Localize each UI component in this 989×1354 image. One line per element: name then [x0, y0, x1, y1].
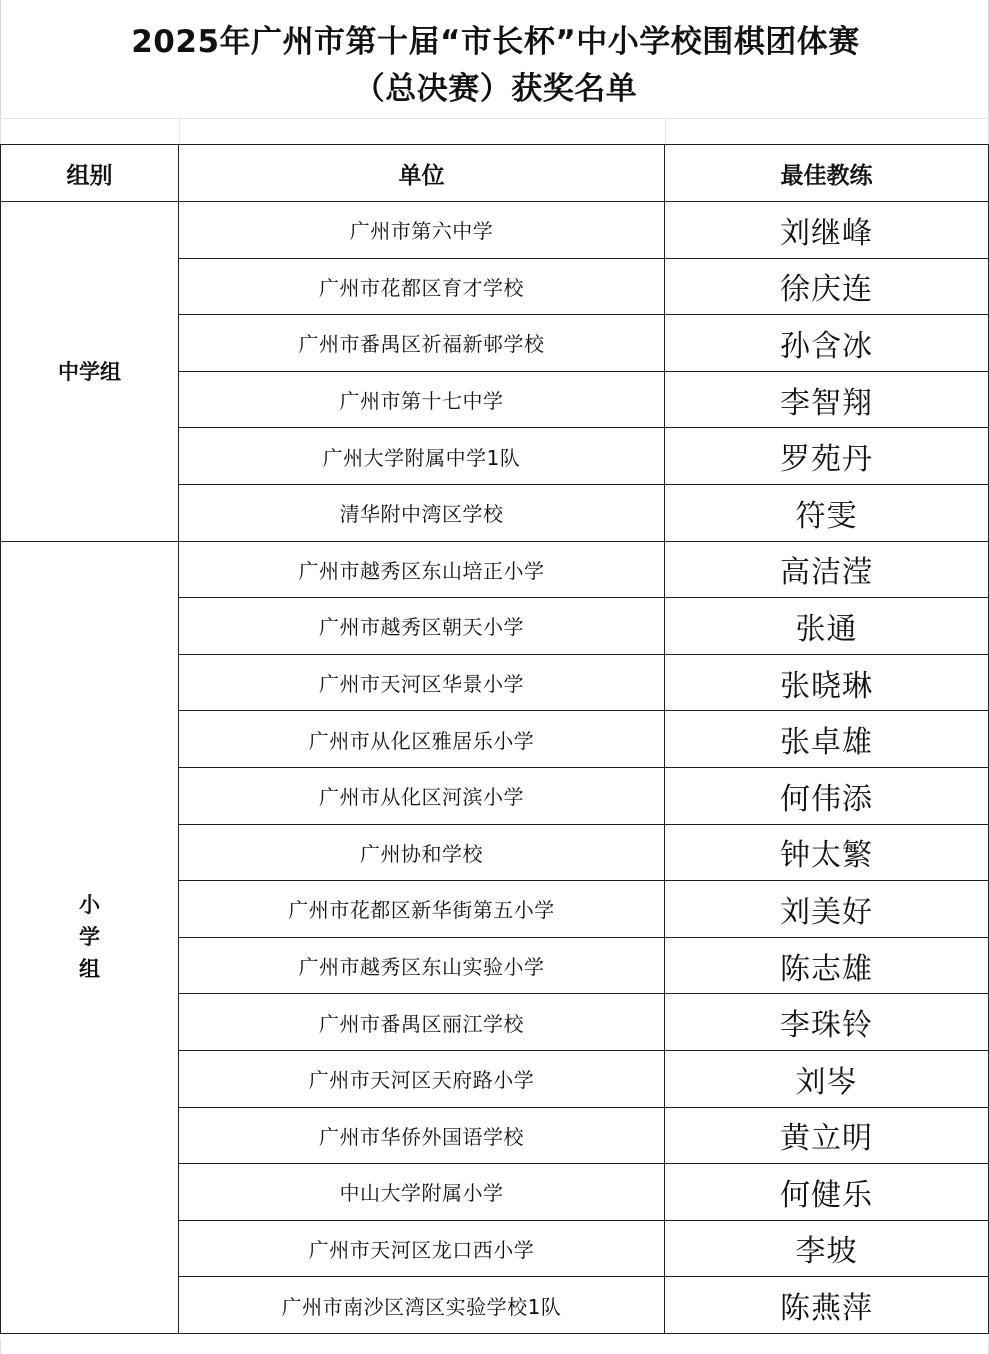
unit-cell: 广州市天河区龙口西小学	[179, 1220, 665, 1277]
unit-cell: 广州市越秀区东山实验小学	[179, 937, 665, 994]
unit-cell: 广州市天河区天府路小学	[179, 1050, 665, 1107]
coach-cell: 何伟添	[665, 767, 989, 824]
unit-cell: 广州市从化区河滨小学	[179, 767, 665, 824]
unit-cell: 广州市第十七中学	[179, 371, 665, 428]
unit-cell: 广州市华侨外国语学校	[179, 1107, 665, 1164]
coach-cell: 罗苑丹	[665, 428, 989, 485]
table-body	[1, 202, 989, 1334]
coach-cell: 刘岑	[665, 1050, 989, 1107]
coach-cell: 陈志雄	[665, 937, 989, 994]
document-title-line-2: （总决赛）获奖名单	[353, 71, 638, 107]
coach-cell: 李珠铃	[665, 994, 989, 1051]
coach-cell: 张晓琳	[665, 654, 989, 711]
header-group: 组别	[1, 145, 179, 202]
group-label-cell	[1, 541, 179, 1333]
group-label-cell	[1, 202, 179, 542]
coach-cell: 李智翔	[665, 371, 989, 428]
unit-cell: 广州市越秀区朝天小学	[179, 598, 665, 655]
coach-cell: 黄立明	[665, 1107, 989, 1164]
header-unit: 单位	[179, 145, 665, 202]
unit-cell: 广州市番禺区祈福新邨学校	[179, 315, 665, 372]
unit-cell: 广州市南沙区湾区实验学校1队	[179, 1277, 665, 1334]
unit-cell: 广州市第六中学	[179, 202, 665, 259]
unit-cell: 中山大学附属小学	[179, 1164, 665, 1221]
unit-cell: 广州市从化区雅居乐小学	[179, 711, 665, 768]
spacer-divider	[665, 119, 666, 145]
coach-cell: 钟太繁	[665, 824, 989, 881]
spacer-row	[0, 118, 989, 144]
header-coach: 最佳教练	[665, 145, 989, 202]
coach-cell: 孙含冰	[665, 315, 989, 372]
coach-cell: 张通	[665, 598, 989, 655]
coach-cell: 何健乐	[665, 1164, 989, 1221]
coach-cell: 陈燕萍	[665, 1277, 989, 1334]
coach-cell: 刘美好	[665, 881, 989, 938]
coach-cell: 徐庆连	[665, 258, 989, 315]
table-row	[1, 202, 989, 259]
award-table	[0, 144, 989, 1334]
group-label: 中学组	[58, 360, 121, 385]
coach-cell: 高洁滢	[665, 541, 989, 598]
bottom-strip	[0, 1338, 989, 1354]
coach-cell: 张卓雄	[665, 711, 989, 768]
unit-cell: 广州市天河区华景小学	[179, 654, 665, 711]
unit-cell: 广州市越秀区东山培正小学	[179, 541, 665, 598]
unit-cell: 广州大学附属中学1队	[179, 428, 665, 485]
coach-cell: 李坡	[665, 1220, 989, 1277]
unit-cell: 清华附中湾区学校	[179, 484, 665, 541]
document-title-line-1: 2025年广州市第十届“市长杯”中小学校围棋团体赛	[131, 24, 860, 60]
group-label: 小学组	[79, 893, 100, 982]
table-row	[1, 541, 989, 598]
unit-cell: 广州市番禺区丽江学校	[179, 994, 665, 1051]
coach-cell: 刘继峰	[665, 202, 989, 259]
title-area	[0, 0, 989, 118]
header-row	[1, 145, 989, 202]
unit-cell: 广州市花都区育才学校	[179, 258, 665, 315]
unit-cell: 广州市花都区新华街第五小学	[179, 881, 665, 938]
unit-cell: 广州协和学校	[179, 824, 665, 881]
coach-cell: 符雯	[665, 484, 989, 541]
spacer-divider	[179, 119, 180, 145]
